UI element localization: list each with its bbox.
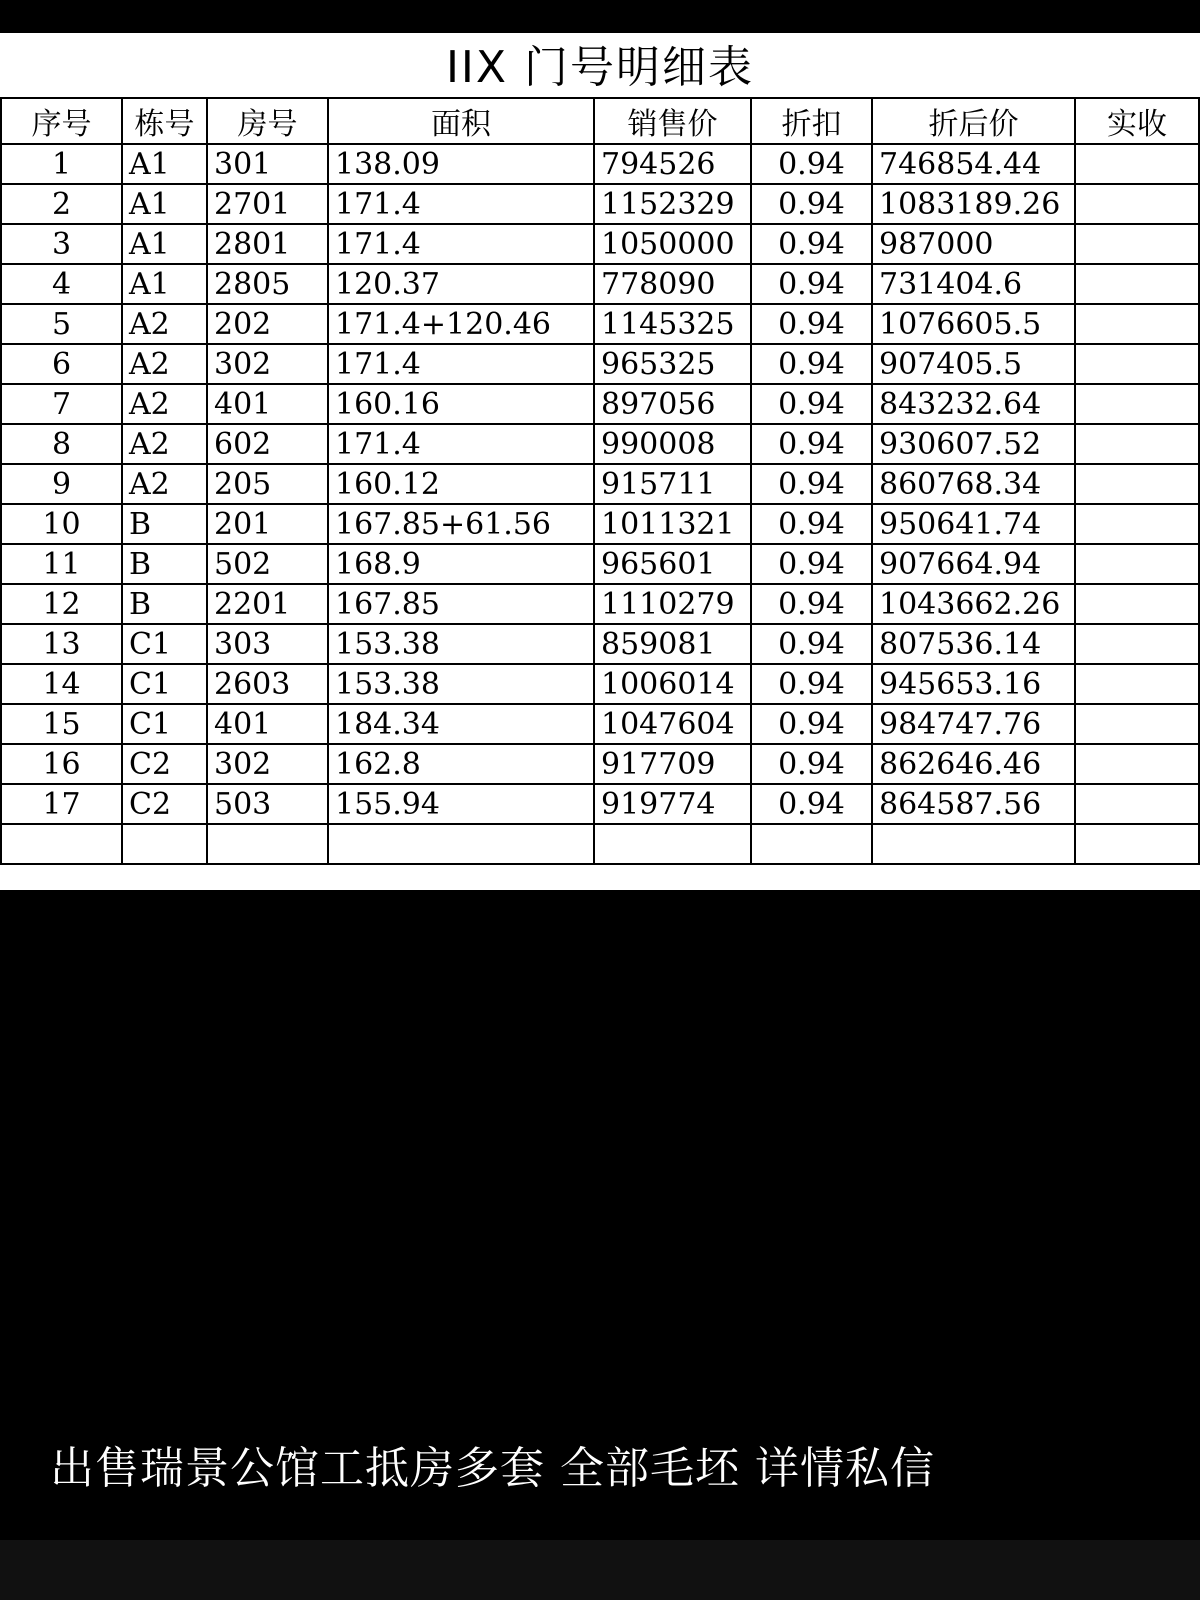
empty-cell — [207, 824, 328, 864]
table-cell: 5 — [1, 304, 122, 344]
table-cell: 302 — [207, 344, 328, 384]
table-cell: 167.85 — [328, 584, 594, 624]
table-cell: 0.94 — [751, 224, 872, 264]
table-row — [1, 424, 1199, 464]
table-row — [1, 544, 1199, 584]
table-cell: 1076605.5 — [872, 304, 1075, 344]
table-cell: 1011321 — [594, 504, 751, 544]
table-cell: 907405.5 — [872, 344, 1075, 384]
table-cell: 807536.14 — [872, 624, 1075, 664]
bottom-bar — [0, 1540, 1200, 1600]
table-cell: 168.9 — [328, 544, 594, 584]
empty-row — [1, 824, 1199, 864]
table-cell: 2805 — [207, 264, 328, 304]
table-cell: 171.4+120.46 — [328, 304, 594, 344]
table-cell: 864587.56 — [872, 784, 1075, 824]
table-row — [1, 624, 1199, 664]
table-cell: 160.16 — [328, 384, 594, 424]
column-header: 房号 — [207, 98, 328, 144]
table-cell: 120.37 — [328, 264, 594, 304]
table-cell: 0.94 — [751, 264, 872, 304]
table-row — [1, 384, 1199, 424]
column-header: 面积 — [328, 98, 594, 144]
table-cell: 184.34 — [328, 704, 594, 744]
table-row — [1, 664, 1199, 704]
empty-cell — [328, 824, 594, 864]
table-cell: 1152329 — [594, 184, 751, 224]
table-cell: C2 — [122, 744, 207, 784]
table-row — [1, 784, 1199, 824]
table-cell: 14 — [1, 664, 122, 704]
table-cell: 153.38 — [328, 664, 594, 704]
table-cell: 0.94 — [751, 384, 872, 424]
table-cell: A2 — [122, 384, 207, 424]
table-row — [1, 464, 1199, 504]
empty-cell — [751, 824, 872, 864]
table-cell: A1 — [122, 144, 207, 184]
table-cell — [1075, 744, 1199, 784]
table-cell — [1075, 784, 1199, 824]
table-cell: 0.94 — [751, 624, 872, 664]
table-cell: 0.94 — [751, 744, 872, 784]
table-cell: 919774 — [594, 784, 751, 824]
table-cell: A2 — [122, 424, 207, 464]
table-cell: 731404.6 — [872, 264, 1075, 304]
table-cell: 0.94 — [751, 784, 872, 824]
table-cell — [1075, 144, 1199, 184]
table-cell: 0.94 — [751, 464, 872, 504]
table-cell: 907664.94 — [872, 544, 1075, 584]
table-cell: 0.94 — [751, 584, 872, 624]
table-cell: A1 — [122, 184, 207, 224]
table-row — [1, 704, 1199, 744]
column-header: 销售价 — [594, 98, 751, 144]
spreadsheet-image — [0, 33, 1200, 890]
table-row — [1, 504, 1199, 544]
table-cell — [1075, 504, 1199, 544]
table-cell: 1110279 — [594, 584, 751, 624]
table-cell: 778090 — [594, 264, 751, 304]
header-row — [1, 98, 1199, 144]
table-cell: 4 — [1, 264, 122, 304]
table-row — [1, 224, 1199, 264]
table-cell — [1075, 184, 1199, 224]
table-cell: 12 — [1, 584, 122, 624]
table-cell — [1075, 584, 1199, 624]
table-cell: 0.94 — [751, 304, 872, 344]
table-cell: 401 — [207, 704, 328, 744]
table-cell: 138.09 — [328, 144, 594, 184]
table-cell: 0.94 — [751, 544, 872, 584]
table-cell: 897056 — [594, 384, 751, 424]
empty-cell — [1, 824, 122, 864]
table-cell: 984747.76 — [872, 704, 1075, 744]
table-cell: 0.94 — [751, 424, 872, 464]
column-header: 序号 — [1, 98, 122, 144]
table-cell: 862646.46 — [872, 744, 1075, 784]
table-cell: 201 — [207, 504, 328, 544]
table-cell: 301 — [207, 144, 328, 184]
table-cell: 155.94 — [328, 784, 594, 824]
table-cell: 965325 — [594, 344, 751, 384]
table-cell — [1075, 544, 1199, 584]
table-cell: B — [122, 544, 207, 584]
table-cell: 602 — [207, 424, 328, 464]
table-cell: 171.4 — [328, 224, 594, 264]
table-cell: 153.38 — [328, 624, 594, 664]
table-row — [1, 264, 1199, 304]
table-cell: 2201 — [207, 584, 328, 624]
table-cell: 2603 — [207, 664, 328, 704]
empty-cell — [872, 824, 1075, 864]
table-cell: 3 — [1, 224, 122, 264]
table-cell: 2 — [1, 184, 122, 224]
table-cell: 11 — [1, 544, 122, 584]
table-cell: C1 — [122, 624, 207, 664]
table-cell: 171.4 — [328, 344, 594, 384]
empty-cell — [122, 824, 207, 864]
table-row — [1, 744, 1199, 784]
table-cell — [1075, 344, 1199, 384]
table-cell: 915711 — [594, 464, 751, 504]
table-cell: C2 — [122, 784, 207, 824]
table-cell: 843232.64 — [872, 384, 1075, 424]
table-cell: 167.85+61.56 — [328, 504, 594, 544]
table-cell: 2701 — [207, 184, 328, 224]
table-cell: 0.94 — [751, 504, 872, 544]
column-header: 实收 — [1075, 98, 1199, 144]
table-cell: 945653.16 — [872, 664, 1075, 704]
table-cell — [1075, 304, 1199, 344]
table-row — [1, 584, 1199, 624]
table-cell: B — [122, 504, 207, 544]
table-cell: 6 — [1, 344, 122, 384]
empty-cell — [1075, 824, 1199, 864]
table-cell: 965601 — [594, 544, 751, 584]
column-header: 折后价 — [872, 98, 1075, 144]
table-cell: 950641.74 — [872, 504, 1075, 544]
table-cell — [1075, 664, 1199, 704]
table-cell: 302 — [207, 744, 328, 784]
table-cell: 15 — [1, 704, 122, 744]
table-cell: 0.94 — [751, 344, 872, 384]
table-cell: A1 — [122, 264, 207, 304]
table-cell: 7 — [1, 384, 122, 424]
table-cell: B — [122, 584, 207, 624]
table-cell: 9 — [1, 464, 122, 504]
column-header: 栋号 — [122, 98, 207, 144]
table-cell: 171.4 — [328, 184, 594, 224]
table-cell — [1075, 384, 1199, 424]
table-cell: 202 — [207, 304, 328, 344]
table-cell: 1043662.26 — [872, 584, 1075, 624]
table-cell: C1 — [122, 704, 207, 744]
table-cell: 162.8 — [328, 744, 594, 784]
table-cell — [1075, 424, 1199, 464]
table-cell: 746854.44 — [872, 144, 1075, 184]
table-cell: 1145325 — [594, 304, 751, 344]
column-header: 折扣 — [751, 98, 872, 144]
table-cell: 0.94 — [751, 144, 872, 184]
table-cell: 160.12 — [328, 464, 594, 504]
table-cell: 987000 — [872, 224, 1075, 264]
table-cell: 10 — [1, 504, 122, 544]
table-cell: 303 — [207, 624, 328, 664]
table-cell — [1075, 224, 1199, 264]
price-table — [0, 97, 1200, 865]
table-cell: A2 — [122, 304, 207, 344]
table-cell: 1047604 — [594, 704, 751, 744]
table-cell — [1075, 704, 1199, 744]
table-row — [1, 304, 1199, 344]
table-cell: 16 — [1, 744, 122, 784]
post-caption: 出售瑞景公馆工抵房多套 全部毛坯 详情私信 — [50, 1443, 935, 1494]
table-cell: 0.94 — [751, 704, 872, 744]
table-cell: 503 — [207, 784, 328, 824]
table-cell: 930607.52 — [872, 424, 1075, 464]
table-row — [1, 344, 1199, 384]
table-cell: A1 — [122, 224, 207, 264]
table-row — [1, 184, 1199, 224]
table-cell: 1 — [1, 144, 122, 184]
table-cell — [1075, 464, 1199, 504]
table-cell: 2801 — [207, 224, 328, 264]
table-cell: 794526 — [594, 144, 751, 184]
table-cell: C1 — [122, 664, 207, 704]
table-cell: 860768.34 — [872, 464, 1075, 504]
table-cell: 401 — [207, 384, 328, 424]
table-cell — [1075, 264, 1199, 304]
table-cell: 0.94 — [751, 664, 872, 704]
empty-cell — [594, 824, 751, 864]
table-cell: A2 — [122, 464, 207, 504]
table-cell: 1006014 — [594, 664, 751, 704]
table-cell: 1083189.26 — [872, 184, 1075, 224]
table-cell — [1075, 624, 1199, 664]
table-cell: 8 — [1, 424, 122, 464]
table-cell: 859081 — [594, 624, 751, 664]
table-cell: 1050000 — [594, 224, 751, 264]
table-cell: 17 — [1, 784, 122, 824]
table-row — [1, 144, 1199, 184]
table-cell: 917709 — [594, 744, 751, 784]
table-cell: 13 — [1, 624, 122, 664]
table-cell: 990008 — [594, 424, 751, 464]
sheet-title: IIX 门号明细表 — [445, 42, 755, 93]
table-cell: 171.4 — [328, 424, 594, 464]
table-cell: 0.94 — [751, 184, 872, 224]
table-cell: 502 — [207, 544, 328, 584]
table-cell: 205 — [207, 464, 328, 504]
table-cell: A2 — [122, 344, 207, 384]
